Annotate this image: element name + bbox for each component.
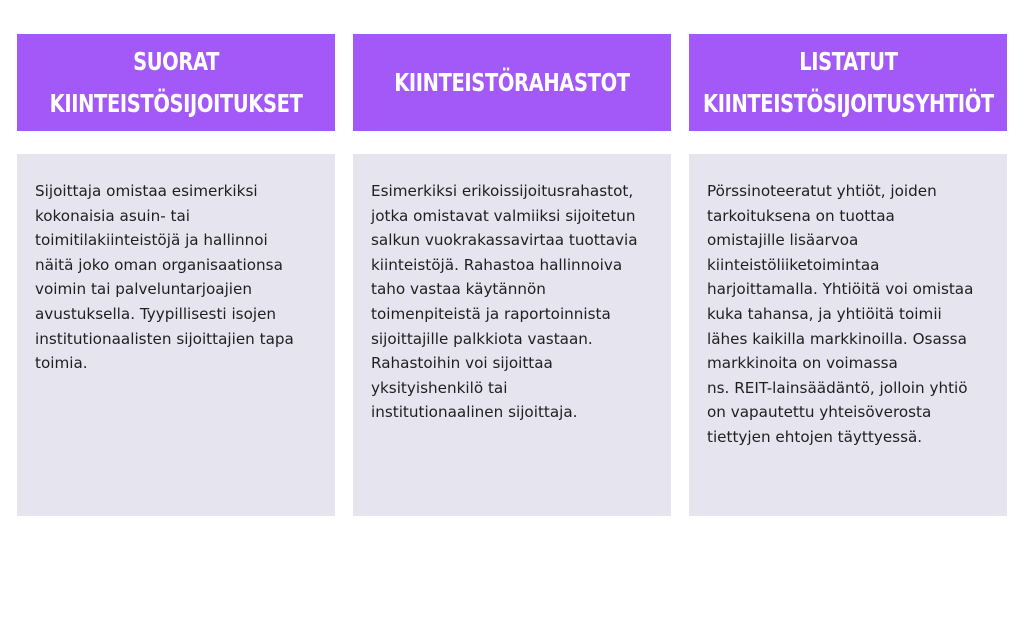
- column-header: [353, 34, 671, 131]
- column-title: SUORAT KIINTEISTÖSIJOITUKSET: [49, 46, 303, 118]
- column-body: [689, 154, 1007, 516]
- column-description: Pörssinoteeratut yhtiöt, joiden tarkoituksena on tuottaa omistajille lisäarvoa kiinteistöliiketoimintaa harjoittamalla. Yhtiöitä voi omistaa kuka tahansa, ja yhtiöitä toimii lähes kaikilla markkinoilla. Osassa markkinoita on voimassa ns. REIT-lainsäädäntö, jolloin yhtiö on vapautettu yhteisöverosta tiettyjen ehtojen täyttyessä.: [707, 182, 974, 446]
- column-direct-investments: [17, 34, 335, 516]
- column-header: [17, 34, 335, 131]
- column-body: [17, 154, 335, 516]
- column-header: [689, 34, 1007, 131]
- column-description: Esimerkiksi erikoissijoitusrahastot, jotka omistavat valmiiksi sijoitetun salkun vuokrakassavirtaa tuottavia kiinteistöjä. Rahastoa hallinnoiva taho vastaa käytännön toimenpiteistä ja raportoinnista sijoittajille palkkiota vastaan. Rahastoihin voi sijoittaa yksityishenkilö tai institutionaalinen sijoittaja.: [371, 182, 638, 422]
- column-listed-companies: [689, 34, 1007, 516]
- column-title: KIINTEISTÖRAHASTOT: [394, 67, 630, 97]
- column-title: LISTATUT KIINTEISTÖSIJOITUSYHTIÖT: [702, 46, 994, 118]
- column-description: Sijoittaja omistaa esimerkiksi kokonaisia asuin- tai toimitilakiinteistöjä ja hallinnoi näitä joko oman organisaationsa voimin tai palveluntarjoajien avustuksella. Tyypillisesti isojen institutionaalisten sijoittajien tapa toimia.: [35, 182, 294, 373]
- column-real-estate-funds: [353, 34, 671, 516]
- column-body: [353, 154, 671, 516]
